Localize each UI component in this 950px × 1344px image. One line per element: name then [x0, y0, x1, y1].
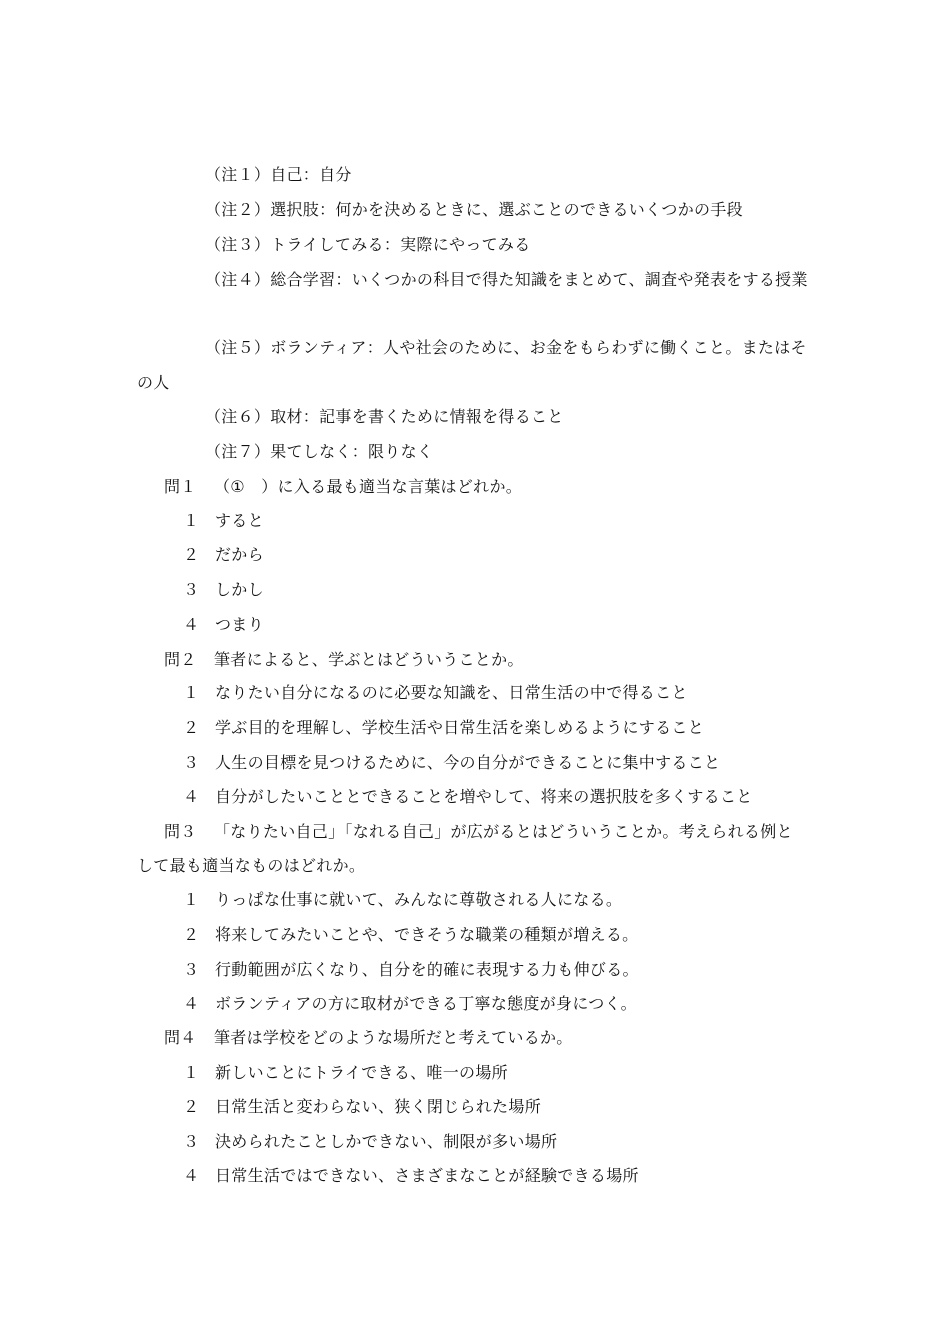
option-number: ３ — [183, 753, 200, 772]
note-1: （注１）自己：自分 — [205, 165, 352, 184]
question-3-text: 「なりたい自己」「なれる自己」が広がるとはどういうことか。考えられる例と — [214, 822, 793, 841]
q3-option-3 — [183, 960, 639, 980]
option-number: ３ — [183, 960, 200, 979]
option-number: ２ — [183, 925, 200, 944]
option-number: ３ — [183, 580, 200, 599]
q2-option-1 — [183, 683, 688, 703]
option-text: ボランティアの方に取材ができる丁寧な態度が身につく。 — [215, 994, 637, 1013]
note-6: （注６）取材：記事を書くために情報を得ること — [205, 407, 564, 426]
q4-option-2 — [183, 1097, 541, 1117]
option-number: ２ — [183, 1097, 200, 1116]
question-4 — [164, 1028, 573, 1048]
note-7: （注７）果てしなく：限りなく — [205, 442, 434, 461]
option-number: １ — [183, 890, 200, 909]
q1-option-4 — [183, 615, 264, 635]
note-4: （注４）総合学習：いくつかの科目で得た知識をまとめて、調査や発表をする授業 — [205, 270, 808, 289]
question-1-label: 問１ — [164, 477, 197, 496]
question-3-label: 問３ — [164, 822, 197, 841]
option-text: なりたい自分になるのに必要な知識を、日常生活の中で得ること — [215, 683, 688, 702]
option-number: １ — [183, 1063, 200, 1082]
question-1-text: （① ）に入る最も適当な言葉はどれか。 — [214, 477, 523, 496]
option-number: ４ — [183, 615, 200, 634]
option-text: 行動範囲が広くなり、自分を的確に表現する力も伸びる。 — [215, 960, 639, 979]
option-number: ２ — [183, 718, 200, 737]
option-text: つまり — [215, 615, 264, 634]
q4-option-4 — [183, 1166, 639, 1186]
q1-option-3 — [183, 580, 264, 600]
option-number: １ — [183, 683, 200, 702]
q2-option-2 — [183, 718, 704, 738]
note-5-continued: の人 — [137, 373, 170, 392]
q4-option-1 — [183, 1063, 508, 1083]
option-text: 決められたことしかできない、制限が多い場所 — [215, 1132, 558, 1151]
option-text: 人生の目標を見つけるために、今の自分ができることに集中すること — [215, 753, 721, 772]
q3-option-4 — [183, 994, 637, 1014]
option-number: ４ — [183, 1166, 200, 1185]
q4-option-3 — [183, 1132, 557, 1152]
option-text: 自分がしたいこととできることを増やして、将来の選択肢を多くすること — [215, 787, 753, 806]
question-4-text: 筆者は学校をどのような場所だと考えているか。 — [214, 1028, 573, 1047]
option-number: ４ — [183, 787, 200, 806]
option-text: だから — [215, 545, 264, 564]
q1-option-1 — [183, 511, 264, 531]
option-number: ３ — [183, 1132, 200, 1151]
option-number: ２ — [183, 545, 200, 564]
option-text: 学ぶ目的を理解し、学校生活や日常生活を楽しめるようにすること — [215, 718, 705, 737]
option-text: りっぱな仕事に就いて、みんなに尊敬される人になる。 — [215, 890, 623, 909]
q3-option-1 — [183, 890, 622, 910]
q2-option-3 — [183, 753, 720, 773]
note-2: （注２）選択肢：何かを決めるときに、選ぶことのできるいくつかの手段 — [205, 200, 743, 219]
q3-option-2 — [183, 925, 638, 945]
question-2-text: 筆者によると、学ぶとはどういうことか。 — [214, 650, 524, 669]
option-text: 将来してみたいことや、できそうな職業の種類が増える。 — [215, 925, 639, 944]
option-text: 日常生活ではできない、さまざまなことが経験できる場所 — [215, 1166, 639, 1185]
question-1 — [164, 477, 522, 497]
question-2-label: 問２ — [164, 650, 197, 669]
note-5: （注５）ボランティア：人や社会のために、お金をもらわずに働くこと。またはそ — [205, 338, 807, 357]
option-text: しかし — [215, 580, 264, 599]
question-3-continued: して最も適当なものはどれか。 — [137, 856, 366, 875]
q1-option-2 — [183, 545, 264, 565]
option-number: ４ — [183, 994, 200, 1013]
option-text: 新しいことにトライできる、唯一の場所 — [215, 1063, 508, 1082]
q2-option-4 — [183, 787, 753, 807]
option-text: 日常生活と変わらない、狭く閉じられた場所 — [215, 1097, 542, 1116]
option-text: すると — [215, 511, 264, 530]
question-4-label: 問４ — [164, 1028, 197, 1047]
note-3: （注３）トライしてみる：実際にやってみる — [205, 235, 531, 254]
question-3 — [164, 822, 793, 842]
option-number: １ — [183, 511, 200, 530]
question-2 — [164, 650, 524, 670]
